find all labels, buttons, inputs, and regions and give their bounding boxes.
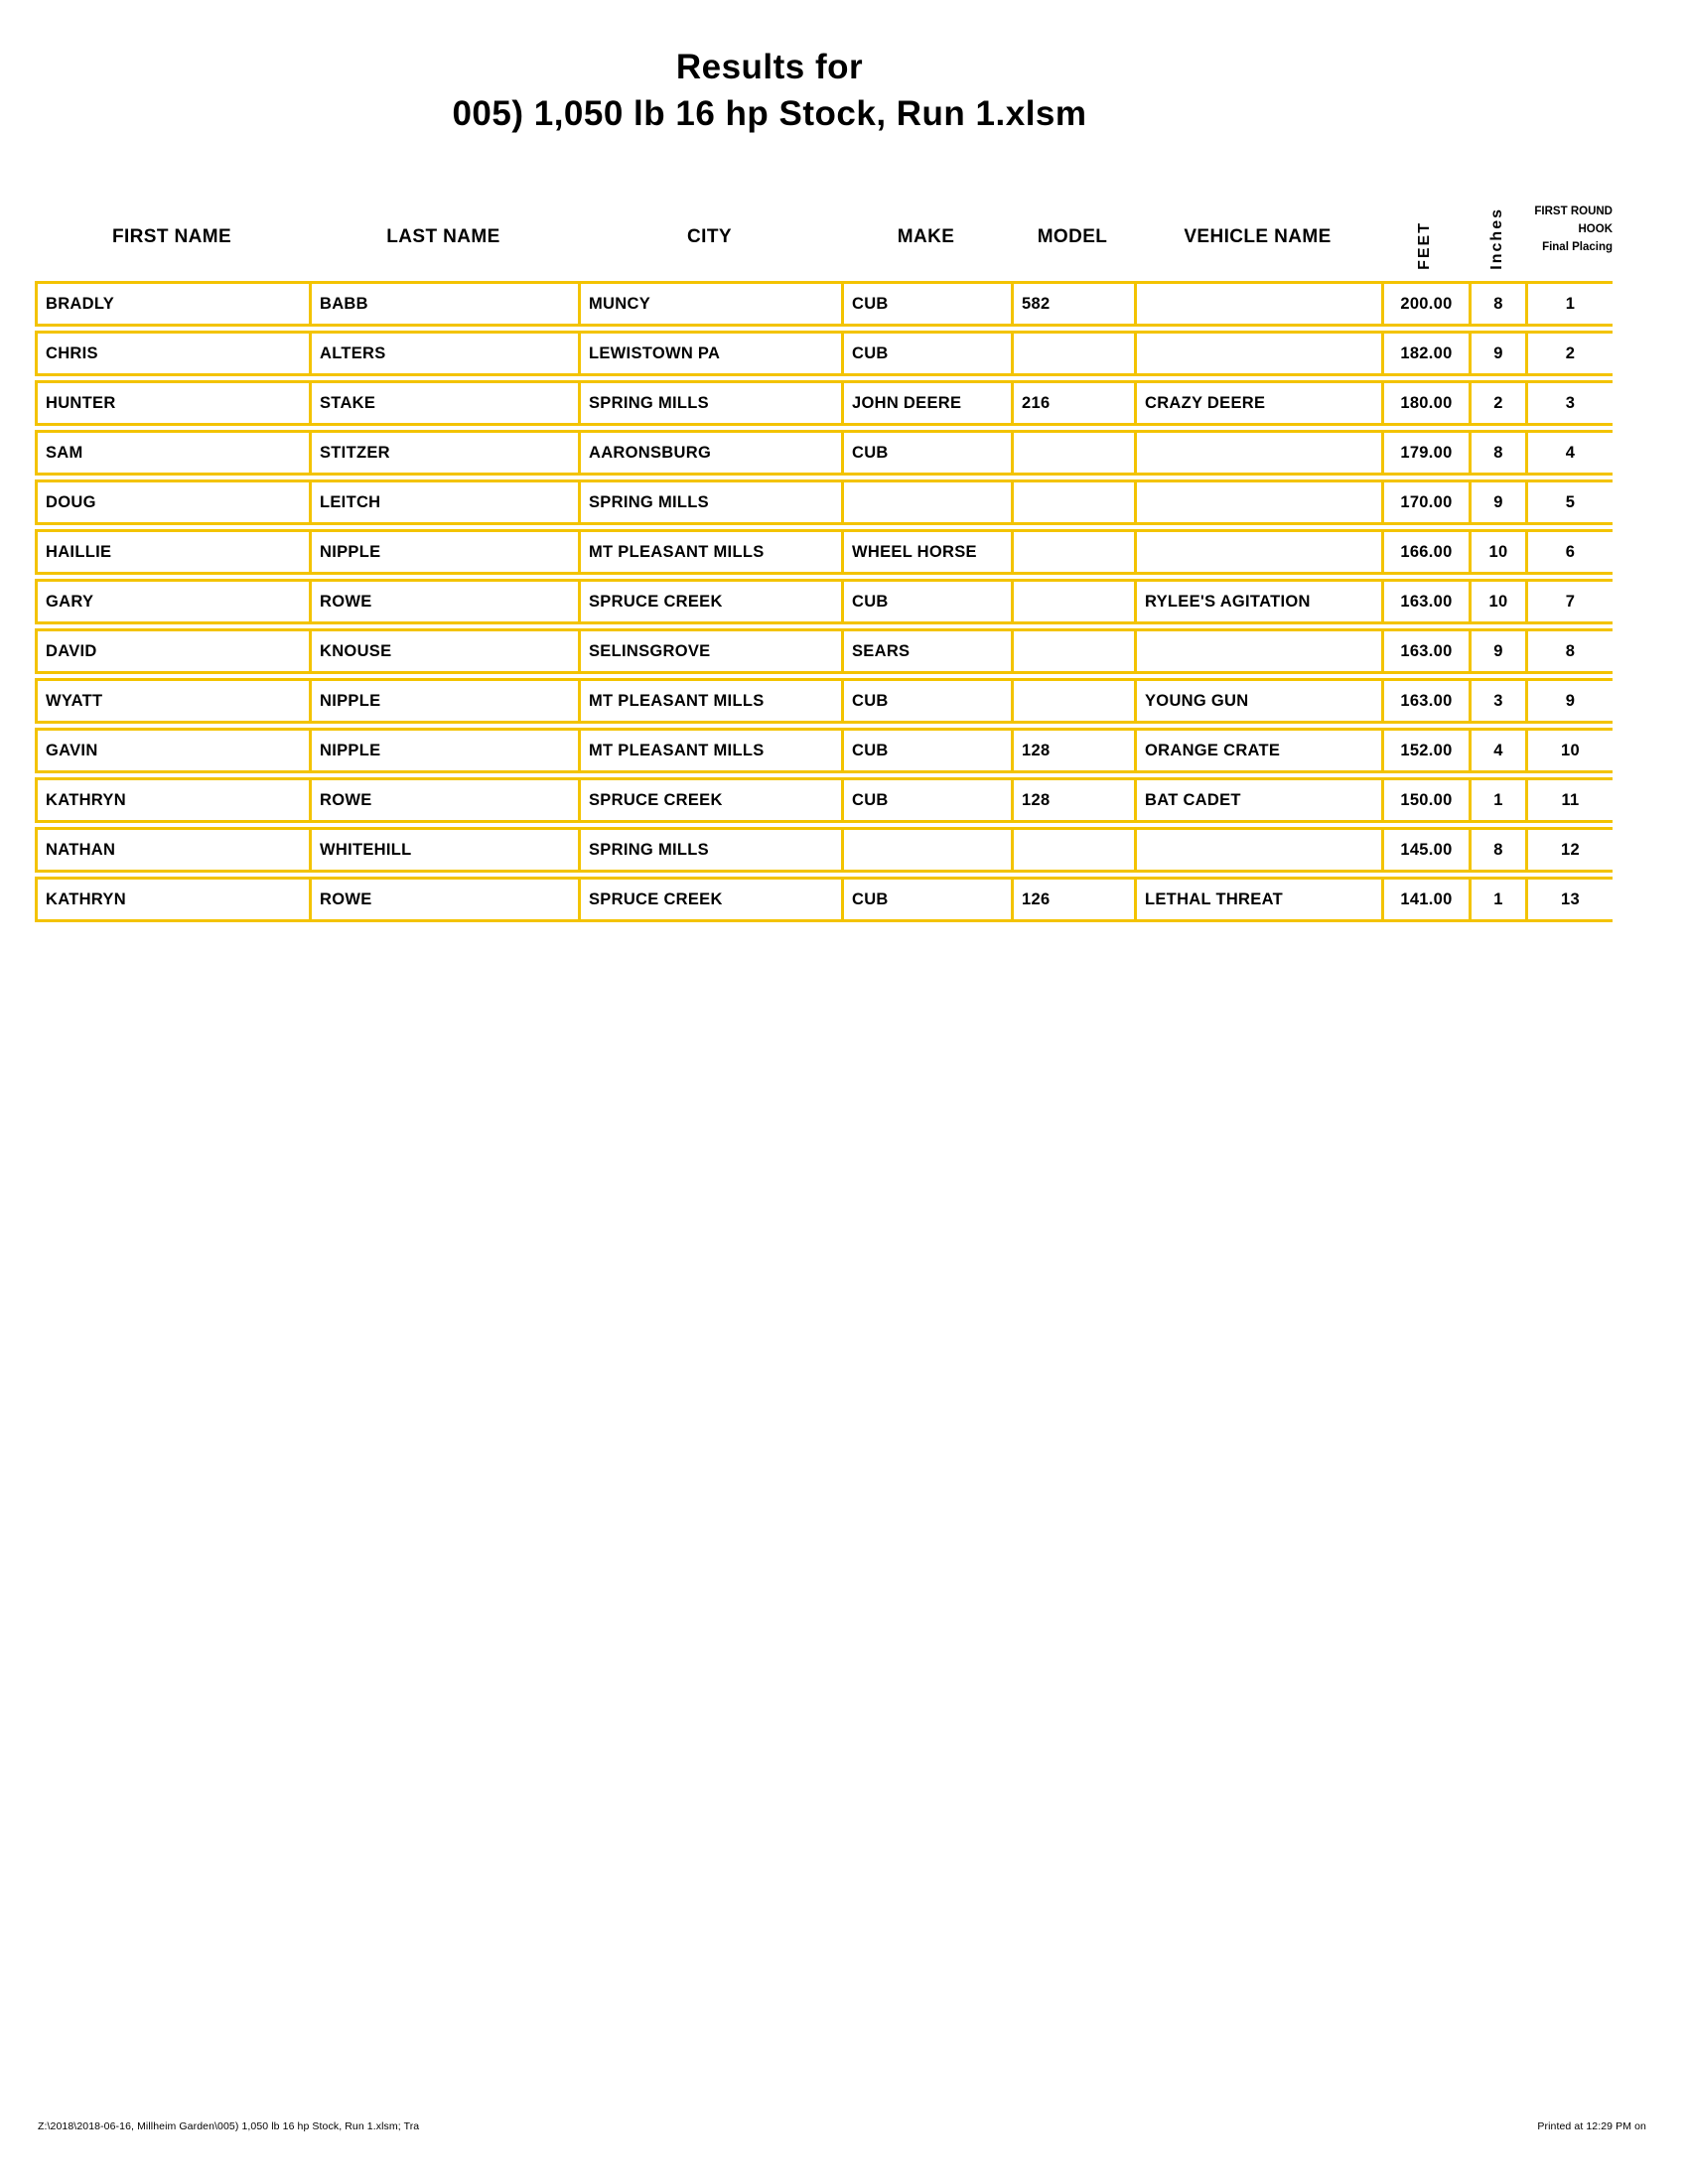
cell-placing: 11 xyxy=(1525,777,1613,823)
cell-inches: 4 xyxy=(1469,728,1525,773)
cell-inches: 9 xyxy=(1469,628,1525,674)
cell-placing: 7 xyxy=(1525,579,1613,624)
cell-last_name: NIPPLE xyxy=(309,678,578,724)
cell-first_name: HUNTER xyxy=(35,380,309,426)
cell-first_name: KATHRYN xyxy=(35,777,309,823)
cell-city: MT PLEASANT MILLS xyxy=(578,728,841,773)
cell-first_name: NATHAN xyxy=(35,827,309,873)
cell-first_name: SAM xyxy=(35,430,309,476)
header-final-placing: FIRST ROUND HOOK Final Placing xyxy=(1534,205,1613,253)
cell-make: CUB xyxy=(841,877,1011,922)
column-headers xyxy=(35,187,1613,278)
cell-placing: 8 xyxy=(1525,628,1613,674)
table-row xyxy=(35,331,1613,376)
cell-first_name: KATHRYN xyxy=(35,877,309,922)
cell-model: 128 xyxy=(1011,728,1134,773)
cell-placing: 5 xyxy=(1525,479,1613,525)
header-feet: FEET xyxy=(1416,221,1433,270)
cell-make: WHEEL HORSE xyxy=(841,529,1011,575)
cell-make: CUB xyxy=(841,430,1011,476)
cell-feet: 200.00 xyxy=(1381,281,1469,327)
table-row xyxy=(35,628,1613,674)
cell-make: JOHN DEERE xyxy=(841,380,1011,426)
cell-model: 216 xyxy=(1011,380,1134,426)
cell-vehicle_name: YOUNG GUN xyxy=(1134,678,1381,724)
header-first-name: FIRST NAME xyxy=(111,226,232,247)
cell-last_name: STITZER xyxy=(309,430,578,476)
cell-vehicle_name xyxy=(1134,430,1381,476)
cell-model: 126 xyxy=(1011,877,1134,922)
cell-vehicle_name: RYLEE'S AGITATION xyxy=(1134,579,1381,624)
cell-first_name: DAVID xyxy=(35,628,309,674)
cell-model xyxy=(1011,479,1134,525)
cell-placing: 1 xyxy=(1525,281,1613,327)
cell-make: CUB xyxy=(841,728,1011,773)
table-row xyxy=(35,479,1613,525)
cell-city: SPRING MILLS xyxy=(578,479,841,525)
table-row xyxy=(35,281,1613,327)
results-table xyxy=(35,277,1613,926)
cell-first_name: WYATT xyxy=(35,678,309,724)
cell-vehicle_name: CRAZY DEERE xyxy=(1134,380,1381,426)
cell-model xyxy=(1011,827,1134,873)
cell-placing: 2 xyxy=(1525,331,1613,376)
footer-printed-at: Printed at 12:29 PM on xyxy=(1537,2120,1646,2132)
cell-last_name: KNOUSE xyxy=(309,628,578,674)
cell-inches: 8 xyxy=(1469,827,1525,873)
cell-first_name: GARY xyxy=(35,579,309,624)
cell-inches: 9 xyxy=(1469,331,1525,376)
cell-vehicle_name: ORANGE CRATE xyxy=(1134,728,1381,773)
cell-feet: 179.00 xyxy=(1381,430,1469,476)
cell-last_name: ROWE xyxy=(309,579,578,624)
cell-feet: 163.00 xyxy=(1381,678,1469,724)
header-vehicle-name: VEHICLE NAME xyxy=(1184,226,1332,247)
cell-placing: 13 xyxy=(1525,877,1613,922)
cell-placing: 9 xyxy=(1525,678,1613,724)
cell-vehicle_name xyxy=(1134,479,1381,525)
cell-vehicle_name xyxy=(1134,281,1381,327)
cell-city: AARONSBURG xyxy=(578,430,841,476)
header-inches: Inches xyxy=(1487,207,1505,270)
table-row xyxy=(35,529,1613,575)
cell-inches: 1 xyxy=(1469,877,1525,922)
cell-inches: 10 xyxy=(1469,579,1525,624)
cell-city: LEWISTOWN PA xyxy=(578,331,841,376)
cell-model xyxy=(1011,430,1134,476)
cell-last_name: WHITEHILL xyxy=(309,827,578,873)
header-model: MODEL xyxy=(1037,226,1108,247)
cell-last_name: ROWE xyxy=(309,877,578,922)
header-city: CITY xyxy=(687,226,732,247)
table-row xyxy=(35,430,1613,476)
header-make: MAKE xyxy=(897,226,955,247)
cell-last_name: BABB xyxy=(309,281,578,327)
cell-last_name: NIPPLE xyxy=(309,529,578,575)
cell-last_name: LEITCH xyxy=(309,479,578,525)
cell-make xyxy=(841,827,1011,873)
cell-model xyxy=(1011,529,1134,575)
cell-feet: 163.00 xyxy=(1381,628,1469,674)
cell-city: SPRUCE CREEK xyxy=(578,777,841,823)
footer-file-path: Z:\2018\2018-06-16, Millheim Garden\005) 1,050 lb 16 hp Stock, Run 1.xlsm; Tra xyxy=(38,2120,420,2132)
cell-model xyxy=(1011,678,1134,724)
cell-vehicle_name xyxy=(1134,529,1381,575)
cell-make: CUB xyxy=(841,777,1011,823)
cell-city: MT PLEASANT MILLS xyxy=(578,678,841,724)
cell-inches: 9 xyxy=(1469,479,1525,525)
cell-make: CUB xyxy=(841,678,1011,724)
cell-vehicle_name xyxy=(1134,628,1381,674)
cell-vehicle_name xyxy=(1134,827,1381,873)
cell-first_name: BRADLY xyxy=(35,281,309,327)
table-row xyxy=(35,827,1613,873)
cell-last_name: ALTERS xyxy=(309,331,578,376)
cell-inches: 1 xyxy=(1469,777,1525,823)
cell-vehicle_name xyxy=(1134,331,1381,376)
cell-vehicle_name: LETHAL THREAT xyxy=(1134,877,1381,922)
table-row xyxy=(35,877,1613,922)
cell-city: SELINSGROVE xyxy=(578,628,841,674)
cell-city: MT PLEASANT MILLS xyxy=(578,529,841,575)
cell-placing: 4 xyxy=(1525,430,1613,476)
cell-inches: 10 xyxy=(1469,529,1525,575)
cell-inches: 8 xyxy=(1469,430,1525,476)
cell-feet: 166.00 xyxy=(1381,529,1469,575)
cell-placing: 6 xyxy=(1525,529,1613,575)
cell-feet: 152.00 xyxy=(1381,728,1469,773)
cell-first_name: HAILLIE xyxy=(35,529,309,575)
cell-model xyxy=(1011,331,1134,376)
table-row xyxy=(35,777,1613,823)
cell-placing: 12 xyxy=(1525,827,1613,873)
cell-make xyxy=(841,479,1011,525)
table-row xyxy=(35,579,1613,624)
cell-model xyxy=(1011,628,1134,674)
cell-feet: 170.00 xyxy=(1381,479,1469,525)
cell-feet: 163.00 xyxy=(1381,579,1469,624)
cell-placing: 3 xyxy=(1525,380,1613,426)
cell-feet: 182.00 xyxy=(1381,331,1469,376)
cell-first_name: CHRIS xyxy=(35,331,309,376)
cell-first_name: DOUG xyxy=(35,479,309,525)
cell-city: SPRUCE CREEK xyxy=(578,877,841,922)
table-row xyxy=(35,678,1613,724)
cell-last_name: STAKE xyxy=(309,380,578,426)
cell-feet: 145.00 xyxy=(1381,827,1469,873)
cell-last_name: ROWE xyxy=(309,777,578,823)
cell-city: MUNCY xyxy=(578,281,841,327)
cell-city: SPRUCE CREEK xyxy=(578,579,841,624)
cell-make: SEARS xyxy=(841,628,1011,674)
cell-make: CUB xyxy=(841,579,1011,624)
cell-feet: 180.00 xyxy=(1381,380,1469,426)
table-row xyxy=(35,728,1613,773)
cell-model: 128 xyxy=(1011,777,1134,823)
cell-last_name: NIPPLE xyxy=(309,728,578,773)
cell-vehicle_name: BAT CADET xyxy=(1134,777,1381,823)
report-title xyxy=(0,44,1539,137)
cell-feet: 150.00 xyxy=(1381,777,1469,823)
cell-first_name: GAVIN xyxy=(35,728,309,773)
page-title-line1: Results for xyxy=(675,48,864,86)
header-last-name: LAST NAME xyxy=(386,226,500,247)
cell-make: CUB xyxy=(841,281,1011,327)
cell-model xyxy=(1011,579,1134,624)
cell-city: SPRING MILLS xyxy=(578,827,841,873)
cell-inches: 8 xyxy=(1469,281,1525,327)
table-row xyxy=(35,380,1613,426)
results-table-body xyxy=(35,281,1613,922)
cell-feet: 141.00 xyxy=(1381,877,1469,922)
page-title-line2: 005) 1,050 lb 16 hp Stock, Run 1.xlsm xyxy=(452,94,1087,133)
cell-make: CUB xyxy=(841,331,1011,376)
cell-inches: 2 xyxy=(1469,380,1525,426)
cell-model: 582 xyxy=(1011,281,1134,327)
cell-placing: 10 xyxy=(1525,728,1613,773)
cell-inches: 3 xyxy=(1469,678,1525,724)
cell-city: SPRING MILLS xyxy=(578,380,841,426)
